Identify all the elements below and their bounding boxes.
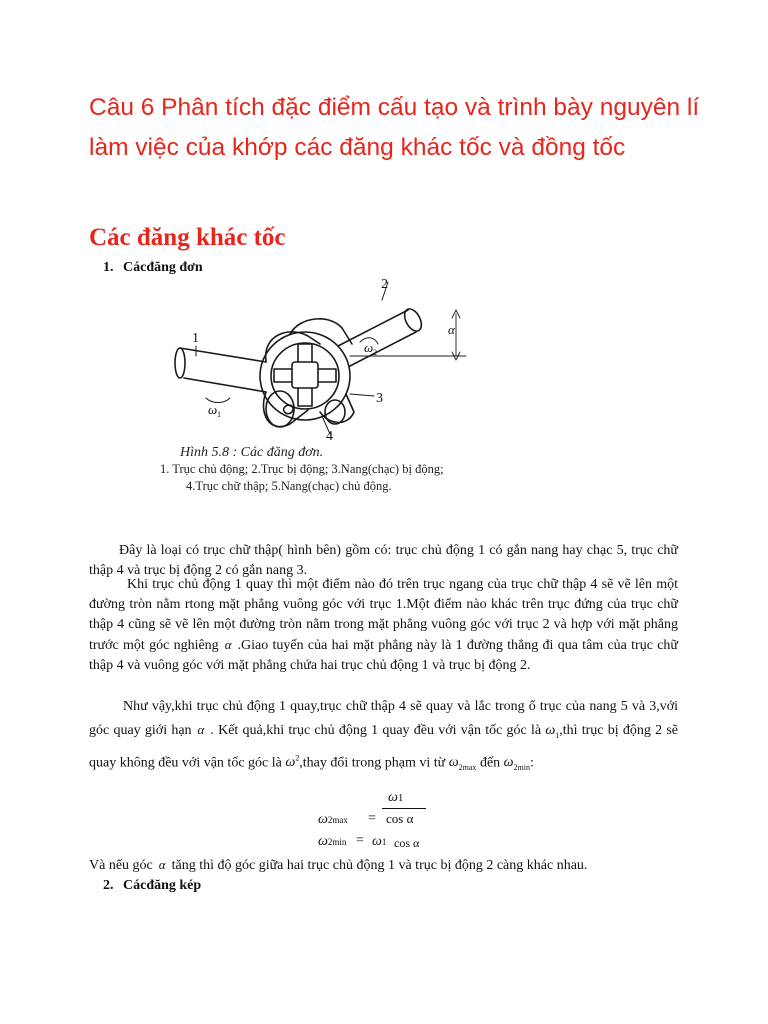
caption-title: Hình 5.8 : Các đăng đơn. [180, 445, 324, 460]
formula-numerator [388, 790, 403, 806]
figure-label-omega2: ω [364, 340, 374, 355]
paragraph-1: Đây là loại có trục chữ thập( hình bên) gồm có: trục chủ động 1 có gắn nang hay chạc 5, trục chữ thập 4 và trục bị động 2 có gắn nang 3. [89, 543, 678, 578]
formula-equals: = [356, 833, 364, 848]
formula-rhs [372, 834, 386, 850]
paragraph-2-part-a: Khi trục chủ động 1 quay thì một điểm nào đó trên trục ngang của trục chữ thập 4 sẽ vẽ lên một đường tròn nằm rtong mặt phẳng vuông góc với trục 1.Một điểm nào khác trên trục đứng của trục chữ thập 4 cũng sẽ vẽ lên một đường tròn nằm trong mặt phẳng vuông góc với trục 2 và hợp với mặt phẳng trước một góc nghiêng [89, 577, 678, 653]
omega2min-symbol [503, 755, 530, 773]
subsection-heading-2 [103, 878, 201, 894]
figure-label-omega1-sub: 1 [217, 410, 221, 419]
formula-omega-2max [318, 790, 438, 834]
formula-lhs [318, 834, 346, 850]
formula-subscript: 1 [381, 837, 387, 847]
figure-label-omega1: ω [208, 402, 218, 417]
omega-subscript: 1 [555, 730, 560, 740]
figure-label-alpha: α [448, 322, 455, 337]
omega-glyph: ω [503, 755, 514, 771]
paragraph-3-part-a: Như vậy,khi trục chủ động 1 quay,trục chữ thập 4 sẽ quay và lắc trong ổ trục của nang 5 và 3,với góc quay giới hạn [89, 699, 678, 738]
paragraph-3-part-f: : [530, 755, 534, 771]
omega-glyph: ω [545, 723, 556, 738]
omega-subscript: 2max [458, 763, 477, 773]
omega-superscript: 2 [295, 753, 300, 763]
figure-label-3: 3 [376, 391, 383, 406]
paragraph-2-part-b: .Giao tuyến của hai mặt phẳng này là 1 đường thẳng đi qua tâm của trục chữ thập 4 và vuông góc với mặt phẳng chứa hai trục chủ động 1 và trục bị động 2. [89, 638, 678, 673]
figure-label-omega2-sub: 2 [373, 348, 377, 357]
paragraph-3-part-b: . Kết quả,khi trục chủ động 1 quay đều với vận tốc góc là [210, 723, 542, 738]
figure-label-1: 1 [192, 331, 199, 346]
figure-label-2: 2 [381, 277, 388, 292]
paragraph-4-part-a: Và nếu góc [89, 858, 153, 873]
formula-lhs [318, 812, 348, 828]
omega-glyph: ω [388, 790, 398, 805]
paragraph-3-part-e: đến [479, 755, 501, 771]
subsection-label: Cácđăng đơn [123, 260, 203, 275]
omega-glyph: ω [318, 834, 328, 849]
omega2-symbol [285, 755, 299, 770]
paragraph-3 [89, 695, 678, 779]
subsection-number: 1. [103, 260, 114, 275]
omega2max-symbol [448, 755, 477, 773]
caption-line-1: 1. Trục chủ động; 2.Trục bị động; 3.Nang(chạc) bị động; [160, 462, 444, 476]
omega1-symbol [545, 723, 559, 738]
figure-caption [158, 444, 498, 495]
omega-glyph: ω [372, 834, 382, 849]
omega-subscript: 2min [513, 763, 530, 773]
omega-glyph: ω [285, 755, 296, 771]
paragraph-2 [89, 575, 678, 676]
caption-line-2: 4.Trục chữ thập; 5.Nang(chạc) chủ động. [186, 479, 392, 493]
page-title: Câu 6 Phân tích đặc điểm cấu tạo và trình bày nguyên lí làm việc của khớp các đăng khác tốc và đồng tốc [89, 94, 700, 161]
figure-label-4: 4 [326, 429, 333, 444]
formula-subscript: 1 [397, 792, 404, 804]
formula-equals: = [368, 811, 376, 826]
omega-glyph: ω [448, 755, 459, 771]
subsection-label: Cácđăng kép [123, 878, 202, 893]
section-heading: Các đăng khác tốc [89, 224, 286, 251]
formula-cos: cos α [394, 836, 420, 850]
formula-denominator: cos α [386, 811, 414, 826]
paragraph-4-part-b: tăng thì độ góc giữa hai trục chủ động 1 và trục bị động 2 càng khác nhau. [171, 858, 588, 873]
subsection-number: 2. [103, 878, 114, 893]
formula-omega-2min [318, 834, 448, 854]
omega-glyph: ω [318, 812, 328, 827]
paragraph-4 [89, 855, 678, 876]
alpha-symbol: α [224, 637, 232, 652]
paragraph-3-part-d: ,thay đổi trong phạm vi từ [299, 755, 446, 771]
formula-subscript: 2max [327, 815, 348, 825]
alpha-symbol: α [158, 857, 166, 872]
formula-subscript: 2min [327, 837, 347, 847]
fraction-bar [382, 808, 426, 809]
paragraph-3-part-c: ,thì trục bị động 2 sẽ quay không đều với vận tốc góc là [89, 723, 679, 771]
alpha-symbol: α [197, 722, 205, 737]
